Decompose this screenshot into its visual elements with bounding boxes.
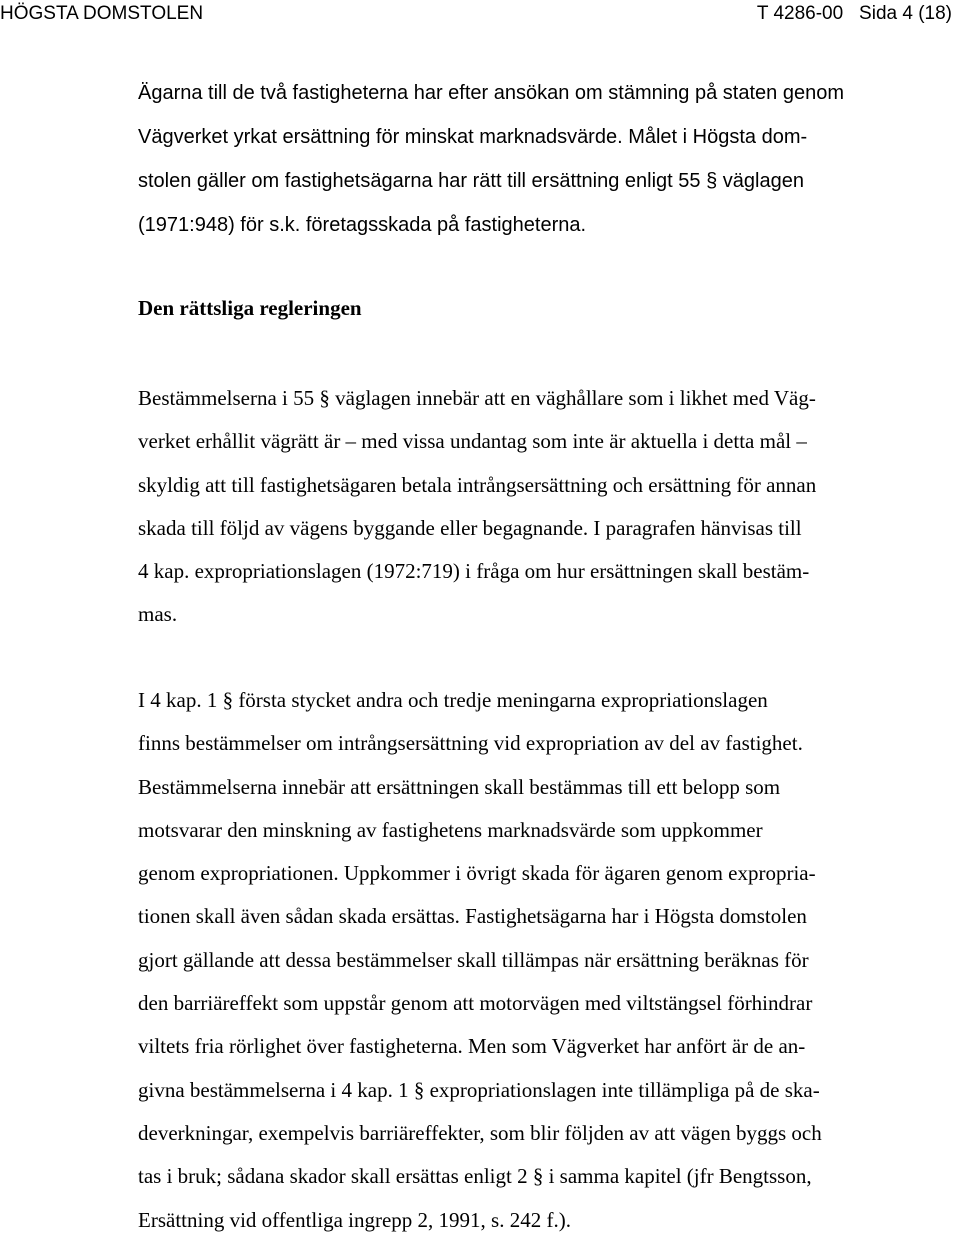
text-line: (1971:948) för s.k. företagsskada på fastigheterna. bbox=[138, 214, 587, 236]
text-line: tas i bruk; sådana skador skall ersättas enligt 2 § i samma kapitel (jfr Bengtsson, bbox=[138, 1164, 812, 1189]
text-line: givna bestämmelserna i 4 kap. 1 § expropriationslagen inte tillämpliga på de ska- bbox=[138, 1077, 820, 1102]
text-line: genom expropriationen. Uppkommer i övrigt skada för ägaren genom expropria- bbox=[138, 861, 816, 886]
text-line: deverkningar, exempelvis barriäreffekter, som blir följden av att vägen byggs och bbox=[138, 1120, 822, 1145]
text-line: 4 kap. expropriationslagen (1972:719) i fråga om hur ersättningen skall bestäm- bbox=[138, 559, 810, 584]
text-line: motsvarar den minskning av fastighetens marknadsvärde som uppkommer bbox=[138, 817, 763, 842]
text-line: verket erhållit vägrätt är – med vissa undantag som inte är aktuella i detta mål – bbox=[138, 429, 807, 454]
text-line: viltets fria rörlighet över fastigheterna. Men som Vägverket har anfört är de an- bbox=[138, 1034, 806, 1059]
case-reference bbox=[757, 0, 952, 28]
text-line: Bestämmelserna i 55 § väglagen innebär att en väghållare som i likhet med Väg- bbox=[138, 386, 816, 410]
text-line: Vägverket yrkat ersättning för minskat marknadsvärde. Målet i Högsta dom- bbox=[138, 126, 808, 148]
page-header bbox=[0, 0, 960, 30]
case-number: T 4286-00 bbox=[756, 3, 844, 24]
section-heading: Den rättsliga regleringen bbox=[138, 296, 362, 320]
text-line: I 4 kap. 1 § första stycket andra och tredje meningarna expropriationslagen bbox=[138, 688, 768, 712]
text-line: tionen skall även sådan skada ersättas. Fastighetsägarna har i Högsta domstolen bbox=[138, 904, 807, 929]
expropriation-paragraph bbox=[138, 679, 958, 1242]
text-line: finns bestämmelser om intrångsersättning vid expropriation av del av fastighet. bbox=[138, 731, 803, 756]
intro-paragraph bbox=[138, 71, 958, 247]
regulation-paragraph bbox=[138, 377, 958, 637]
court-name: HÖGSTA DOMSTOLEN bbox=[0, 3, 204, 24]
text-line: den barriäreffekt som uppstår genom att motorvägen med viltstängsel förhindrar bbox=[138, 991, 813, 1016]
text-line: Ersättning vid offentliga ingrepp 2, 1991, s. 242 f.). bbox=[138, 1207, 571, 1232]
text-line: stolen gäller om fastighetsägarna har rätt till ersättning enligt 55 § väglagen bbox=[138, 170, 804, 192]
text-line: skada till följd av vägens byggande eller begagnande. I paragrafen hänvisas till bbox=[138, 515, 802, 540]
text-line: Ägarna till de två fastigheterna har efter ansökan om stämning på staten genom bbox=[138, 82, 844, 104]
text-line: skyldig att till fastighetsägaren betala intrångsersättning och ersättning för annan bbox=[138, 472, 817, 497]
text-line: gjort gällande att dessa bestämmelser skall tillämpas när ersättning beräknas för bbox=[138, 947, 809, 972]
text-line: Bestämmelserna innebär att ersättningen skall bestämmas till ett belopp som bbox=[138, 774, 781, 799]
text-line: mas. bbox=[138, 602, 178, 627]
page-number: Sida 4 (18) bbox=[859, 3, 952, 24]
